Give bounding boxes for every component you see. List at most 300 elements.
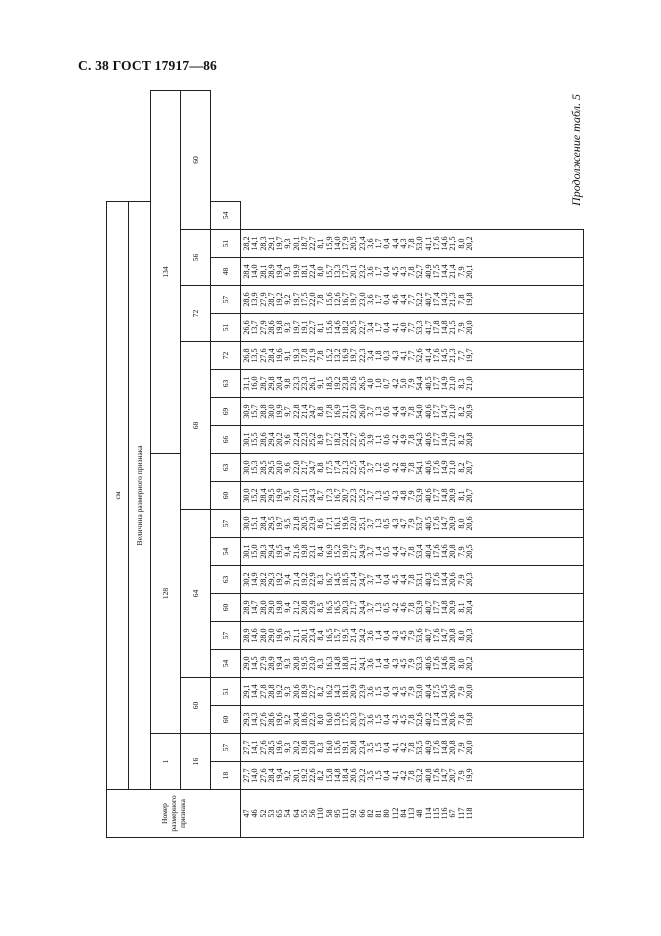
value-cell: 20,8 <box>448 544 458 559</box>
value-cell: 14,5 <box>440 684 449 699</box>
value-cell: 1,5 <box>374 714 383 725</box>
value-cell: 29,5 <box>266 460 276 475</box>
value-cell: 0,5 <box>382 546 392 557</box>
value-cell: 29,3 <box>242 712 251 727</box>
value-cell: 27,8 <box>258 684 268 699</box>
value-cell: 20,1 <box>291 768 301 783</box>
value-cell: 52,7 <box>415 264 425 279</box>
value-cell: 28,6 <box>258 432 268 447</box>
value-cell: 40,6 <box>423 404 433 419</box>
value-cell: 14,7 <box>440 768 449 783</box>
column-header: 18 <box>211 762 241 790</box>
value-cell: 1,5 <box>374 770 383 781</box>
value-cell: 17,7 <box>431 488 441 503</box>
value-cell: 9,1 <box>316 378 326 389</box>
value-cell: 20,8 <box>448 628 458 643</box>
value-cell: 27,6 <box>258 712 268 727</box>
value-cell: 14,5 <box>332 572 342 587</box>
value-cell: 27,7 <box>242 768 251 783</box>
row-number: 92 <box>349 809 359 818</box>
value-cell: 28,8 <box>266 684 276 699</box>
value-cell: 14,7 <box>440 404 449 419</box>
value-cell: 21,0 <box>448 432 458 447</box>
value-cell: 9,7 <box>283 406 293 417</box>
row-number: 84 <box>398 809 408 818</box>
value-cell: 53,9 <box>415 600 425 615</box>
row-number: 116 <box>440 807 449 820</box>
value-cell: 9,1 <box>283 350 293 361</box>
value-cell: 20,9 <box>448 488 458 503</box>
column-header: 54 <box>211 201 241 229</box>
value-cell: 30,1 <box>242 544 251 559</box>
value-cell: 8,1 <box>456 490 466 501</box>
value-cell: 16,5 <box>332 600 342 615</box>
value-cell: 40,4 <box>423 544 433 559</box>
group-header-l2: 72 <box>181 286 211 342</box>
value-cell: 25,1 <box>357 516 367 531</box>
value-cell: 8,0 <box>456 658 466 669</box>
value-cell: 53,0 <box>415 684 425 699</box>
value-cell: 40,2 <box>423 712 433 727</box>
value-cell: 17,4 <box>431 292 441 307</box>
value-cell: 23,0 <box>308 740 317 755</box>
value-cell: 1,4 <box>374 574 383 585</box>
value-cell: 27,9 <box>258 320 268 335</box>
value-cell: 4,3 <box>390 658 400 669</box>
value-cell: 4,5 <box>390 574 400 585</box>
value-cell: 8,3 <box>316 574 326 585</box>
column-header: 69 <box>211 398 241 426</box>
value-cell: 19,9 <box>275 488 284 503</box>
value-cell: 19,5 <box>341 628 350 643</box>
value-cell: 28,3 <box>258 236 268 251</box>
value-cell: 9,4 <box>283 602 293 613</box>
value-cell: 22,6 <box>308 768 317 783</box>
value-cell: 22,0 <box>291 460 301 475</box>
value-cell: 53,9 <box>415 488 425 503</box>
value-cell: 22,3 <box>349 488 359 503</box>
value-cell: 21,0 <box>464 376 474 391</box>
value-cell: 4,5 <box>398 686 408 697</box>
value-cell: 1,0 <box>374 378 383 389</box>
column-header: 51 <box>211 230 241 258</box>
value-cell: 8,6 <box>316 518 326 529</box>
value-cell: 18,9 <box>299 684 309 699</box>
value-cell: 20,8 <box>448 740 458 755</box>
value-cell: 3,6 <box>365 294 375 305</box>
value-cell: 8,2 <box>456 462 466 473</box>
value-column <box>241 650 584 678</box>
value-cell: 17,7 <box>324 432 334 447</box>
value-cell: 0,4 <box>382 574 392 585</box>
value-cell: 23,3 <box>299 376 309 391</box>
value-cell: 19,6 <box>275 628 284 643</box>
value-cell: 4,4 <box>398 294 408 305</box>
value-cell: 30,0 <box>242 460 251 475</box>
value-cell: 1,3 <box>374 490 383 501</box>
value-cell: 22,0 <box>308 292 317 307</box>
value-cell: 23,4 <box>308 628 317 643</box>
value-cell: 3,4 <box>365 350 375 361</box>
value-cell: 28,4 <box>266 768 276 783</box>
value-cell: 1,7 <box>374 238 383 249</box>
value-cell: 4,2 <box>398 742 408 753</box>
value-cell: 7,9 <box>407 518 416 529</box>
value-cell: 14,3 <box>250 712 260 727</box>
value-cell: 25,4 <box>357 460 367 475</box>
value-cell: 20,8 <box>291 656 301 671</box>
value-cell: 21,7 <box>349 600 359 615</box>
value-cell: 8,3 <box>316 658 326 669</box>
value-cell: 14,8 <box>440 488 449 503</box>
value-cell: 28,5 <box>266 740 276 755</box>
value-cell: 14,4 <box>250 684 260 699</box>
value-cell: 28,3 <box>258 544 268 559</box>
value-cell: 20,0 <box>275 460 284 475</box>
value-cell: 29,5 <box>266 516 276 531</box>
value-cell: 19,8 <box>299 544 309 559</box>
value-cell: 15,9 <box>324 236 334 251</box>
row-number-cell <box>241 790 584 838</box>
value-column <box>241 762 584 790</box>
value-cell: 14,5 <box>250 656 260 671</box>
value-cell: 41,7 <box>423 320 433 335</box>
value-cell: 1,3 <box>374 406 383 417</box>
value-cell: 0,4 <box>382 742 392 753</box>
value-cell: 4,5 <box>398 714 408 725</box>
value-cell: 4,8 <box>398 490 408 501</box>
value-cell: 9,3 <box>283 322 293 333</box>
value-cell: 21,4 <box>291 572 301 587</box>
value-cell: 20,2 <box>275 432 284 447</box>
value-cell: 17,5 <box>431 684 441 699</box>
value-cell: 21,1 <box>291 628 301 643</box>
value-cell: 23,9 <box>308 600 317 615</box>
value-cell: 19,2 <box>299 572 309 587</box>
value-cell: 19,2 <box>299 768 309 783</box>
value-cell: 17,6 <box>431 460 441 475</box>
value-cell: 3,6 <box>365 686 375 697</box>
value-cell: 29,3 <box>266 572 276 587</box>
value-cell: 20,3 <box>349 712 359 727</box>
value-cell: 19,9 <box>464 768 474 783</box>
row-number: 56 <box>308 809 317 818</box>
value-cell: 3,5 <box>365 742 375 753</box>
value-cell: 8,3 <box>316 742 326 753</box>
value-cell: 23,0 <box>349 404 359 419</box>
value-cell: 1,4 <box>374 630 383 641</box>
table-wrapper <box>106 90 584 838</box>
value-cell: 4,4 <box>390 238 400 249</box>
row-number: 64 <box>291 809 301 818</box>
value-cell: 19,8 <box>464 712 474 727</box>
value-cell: 21,4 <box>349 628 359 643</box>
row-number: 81 <box>374 809 383 818</box>
row-number: 67 <box>448 809 458 818</box>
value-cell: 17,6 <box>431 628 441 643</box>
value-cell: 23,2 <box>357 264 367 279</box>
value-cell: 4,3 <box>390 518 400 529</box>
value-cell: 20,3 <box>464 628 474 643</box>
value-cell: 19,8 <box>275 600 284 615</box>
value-cell: 14,9 <box>440 460 449 475</box>
value-cell: 7,7 <box>456 350 466 361</box>
value-cell: 18,2 <box>341 320 350 335</box>
value-cell: 29,4 <box>266 432 276 447</box>
value-cell: 1,7 <box>374 294 383 305</box>
value-cell: 9,3 <box>283 266 293 277</box>
value-cell: 23,3 <box>291 376 301 391</box>
row-label-header: Номер размерного признака <box>107 790 241 838</box>
value-cell: 18,5 <box>324 376 334 391</box>
column-header: 60 <box>211 706 241 734</box>
value-cell: 4,2 <box>390 602 400 613</box>
value-cell: 41,1 <box>423 236 433 251</box>
value-cell: 8,5 <box>316 602 326 613</box>
value-cell: 15,0 <box>250 544 260 559</box>
value-cell: 8,1 <box>316 322 326 333</box>
value-cell: 7,7 <box>407 350 416 361</box>
value-cell: 27,6 <box>258 348 268 363</box>
value-cell: 40,5 <box>423 376 433 391</box>
value-cell: 8,8 <box>316 462 326 473</box>
value-cell: 15,5 <box>250 432 260 447</box>
value-cell: 0,7 <box>382 378 392 389</box>
column-header: 54 <box>211 650 241 678</box>
value-cell: 4,4 <box>390 406 400 417</box>
value-cell: 7,8 <box>407 462 416 473</box>
value-cell: 17,6 <box>431 544 441 559</box>
value-cell: 17,6 <box>431 516 441 531</box>
value-cell: 20,6 <box>349 768 359 783</box>
value-cell: 14,6 <box>440 656 449 671</box>
value-cell: 9,4 <box>283 546 293 557</box>
value-cell: 4,9 <box>398 406 408 417</box>
value-cell: 30,9 <box>242 404 251 419</box>
value-cell: 19,7 <box>291 292 301 307</box>
value-cell: 25,6 <box>357 432 367 447</box>
value-cell: 20,8 <box>299 600 309 615</box>
group-header-l2: 56 <box>181 230 211 286</box>
value-cell: 19,7 <box>349 292 359 307</box>
value-cell: 9,4 <box>283 574 293 585</box>
value-cell: 15,3 <box>250 460 260 475</box>
value-cell: 22,0 <box>291 488 301 503</box>
value-column <box>241 622 584 650</box>
value-cell: 3,7 <box>365 462 375 473</box>
row-number: 110 <box>316 807 326 820</box>
value-cell: 4,2 <box>390 434 400 445</box>
value-cell: 4,1 <box>390 770 400 781</box>
value-cell: 15,2 <box>250 488 260 503</box>
value-cell: 21,3 <box>341 460 350 475</box>
value-cell: 29,0 <box>242 656 251 671</box>
value-cell: 16,0 <box>250 376 260 391</box>
value-cell: 8,7 <box>316 490 326 501</box>
value-cell: 21,5 <box>448 236 458 251</box>
value-cell: 20,8 <box>464 432 474 447</box>
group-header-l1: 128 <box>151 454 181 734</box>
value-cell: 0,4 <box>382 658 392 669</box>
row-number: 80 <box>382 809 392 818</box>
value-cell: 4,0 <box>365 378 375 389</box>
value-cell: 7,8 <box>407 434 416 445</box>
value-cell: 8,4 <box>316 546 326 557</box>
value-cell: 27,9 <box>258 292 268 307</box>
value-cell: 7,8 <box>316 294 326 305</box>
value-cell: 53,6 <box>415 628 425 643</box>
column-header: 63 <box>211 454 241 482</box>
value-cell: 12,6 <box>332 292 342 307</box>
value-cell: 7,8 <box>407 546 416 557</box>
value-cell: 19,5 <box>299 656 309 671</box>
value-cell: 0,6 <box>382 462 392 473</box>
value-cell: 23,2 <box>357 768 367 783</box>
value-cell: 9,6 <box>283 462 293 473</box>
value-cell: 7,9 <box>456 546 466 557</box>
value-cell: 28,9 <box>266 656 276 671</box>
column-header: 57 <box>211 622 241 650</box>
value-cell: 17,8 <box>299 348 309 363</box>
value-cell: 15,8 <box>324 768 334 783</box>
value-cell: 17,8 <box>431 320 441 335</box>
value-cell: 4,2 <box>390 462 400 473</box>
column-header: 48 <box>211 258 241 286</box>
value-cell: 14,7 <box>440 516 449 531</box>
value-cell: 17,5 <box>431 264 441 279</box>
value-cell: 19,1 <box>299 320 309 335</box>
value-column <box>241 454 584 482</box>
value-cell: 1,3 <box>374 602 383 613</box>
value-cell: 20,9 <box>448 600 458 615</box>
value-column <box>241 342 584 370</box>
value-cell: 4,3 <box>390 686 400 697</box>
value-cell: 20,7 <box>341 488 350 503</box>
value-cell: 14,8 <box>332 768 342 783</box>
value-cell: 52,6 <box>415 712 425 727</box>
value-cell: 14,9 <box>250 572 260 587</box>
value-cell: 27,9 <box>258 656 268 671</box>
value-column <box>241 482 584 510</box>
value-cell: 21,1 <box>341 404 350 419</box>
value-cell: 25,2 <box>308 432 317 447</box>
value-cell: 19,8 <box>275 320 284 335</box>
value-cell: 5,0 <box>398 378 408 389</box>
value-cell: 24,4 <box>357 600 367 615</box>
value-column <box>241 230 584 258</box>
value-cell: 4,3 <box>390 350 400 361</box>
value-cell: 16,7 <box>341 292 350 307</box>
unit-header: см <box>107 201 129 789</box>
value-cell: 4,1 <box>390 322 400 333</box>
value-cell: 21,0 <box>448 404 458 419</box>
column-header: 54 <box>211 538 241 566</box>
value-cell: 17,9 <box>341 236 350 251</box>
value-column <box>241 734 584 762</box>
value-cell: 9,6 <box>283 434 293 445</box>
value-cell: 20,7 <box>448 768 458 783</box>
value-cell: 3,9 <box>365 434 375 445</box>
value-cell: 14,6 <box>250 628 260 643</box>
value-cell: 8,0 <box>316 266 326 277</box>
value-cell: 23,9 <box>357 684 367 699</box>
value-cell: 15,6 <box>332 740 342 755</box>
value-cell: 13,2 <box>332 348 342 363</box>
value-cell: 19,2 <box>275 292 284 307</box>
value-cell: 28,2 <box>242 236 251 251</box>
value-cell: 14,0 <box>250 264 260 279</box>
value-cell: 19,7 <box>291 320 301 335</box>
value-column <box>241 286 584 314</box>
value-cell: 7,9 <box>456 742 466 753</box>
value-cell: 21,5 <box>448 320 458 335</box>
value-cell: 7,9 <box>407 658 416 669</box>
value-cell: 19,8 <box>299 740 309 755</box>
column-header: 51 <box>211 678 241 706</box>
value-cell: 22,5 <box>349 460 359 475</box>
value-cell: 19,7 <box>275 236 284 251</box>
row-number: 111 <box>341 807 350 820</box>
value-cell: 16,9 <box>341 348 350 363</box>
value-cell: 7,9 <box>407 630 416 641</box>
value-cell: 15,7 <box>324 264 334 279</box>
group-header-l1: 134 <box>151 91 181 454</box>
value-cell: 4,2 <box>390 378 400 389</box>
value-cell: 16,5 <box>324 600 334 615</box>
value-cell: 14,6 <box>440 236 449 251</box>
value-cell: 9,3 <box>283 238 293 249</box>
value-cell: 14,6 <box>440 544 449 559</box>
value-cell: 52,6 <box>415 348 425 363</box>
value-cell: 24,9 <box>357 544 367 559</box>
value-cell: 22,7 <box>349 432 359 447</box>
column-header: 60 <box>211 594 241 622</box>
value-cell: 53,4 <box>415 544 425 559</box>
value-cell: 40,8 <box>423 768 433 783</box>
value-cell: 14,3 <box>440 712 449 727</box>
value-cell: 9,8 <box>283 378 293 389</box>
value-cell: 7,8 <box>407 266 416 277</box>
row-number: 52 <box>258 809 268 818</box>
value-cell: 23,7 <box>357 712 367 727</box>
value-cell: 0,4 <box>382 770 392 781</box>
value-cell: 21,6 <box>291 544 301 559</box>
value-cell: 17,6 <box>431 348 441 363</box>
value-cell: 8,2 <box>316 686 326 697</box>
value-cell: 24,7 <box>308 404 317 419</box>
value-cell: 19,4 <box>275 264 284 279</box>
column-header: 57 <box>211 510 241 538</box>
value-cell: 19,6 <box>341 516 350 531</box>
column-header: 66 <box>211 426 241 454</box>
value-cell: 20,1 <box>299 628 309 643</box>
value-cell: 7,8 <box>407 714 416 725</box>
row-number: 47 <box>242 809 251 818</box>
value-cell: 20,7 <box>464 488 474 503</box>
value-cell: 30,1 <box>242 432 251 447</box>
value-cell: 17,4 <box>431 712 441 727</box>
value-cell: 28,7 <box>266 292 276 307</box>
value-cell: 20,5 <box>299 516 309 531</box>
value-cell: 40,7 <box>423 292 433 307</box>
value-cell: 8,1 <box>456 602 466 613</box>
value-cell: 17,6 <box>431 236 441 251</box>
value-column <box>241 258 584 286</box>
value-cell: 17,4 <box>332 460 342 475</box>
value-cell: 22,4 <box>291 432 301 447</box>
value-cell: 22,7 <box>308 236 317 251</box>
value-cell: 1,7 <box>374 322 383 333</box>
